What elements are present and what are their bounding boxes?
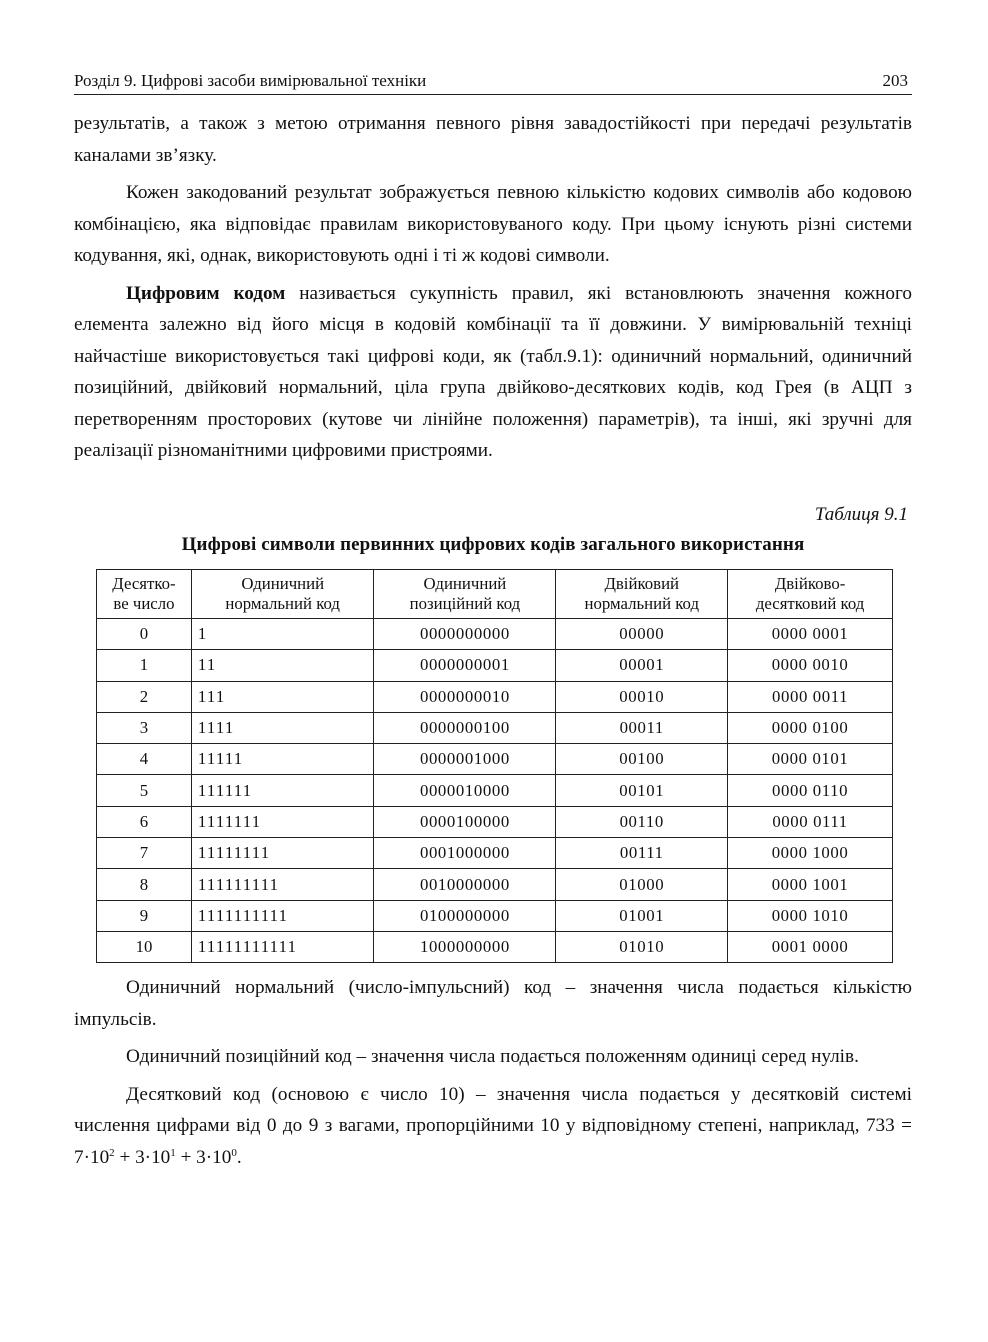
codes-table: [96, 569, 893, 963]
header-line: десятковий код: [755, 594, 865, 613]
cell-binary: 01001: [556, 900, 728, 931]
cell-unary-normal: 111: [191, 681, 374, 712]
cell-bcd: 0000 1000: [728, 838, 893, 869]
cell-unary-normal: 1111111111: [191, 900, 374, 931]
formula-end: .: [236, 1146, 242, 1168]
cell-binary: 00101: [556, 775, 728, 806]
cell-bcd: 0000 0100: [728, 712, 893, 743]
text-block-top: [74, 108, 912, 473]
cell-decimal: 0: [97, 619, 192, 650]
cell-decimal: 6: [97, 806, 192, 837]
header-unary-normal: [191, 570, 374, 619]
paragraph-decimal-code: [74, 1079, 912, 1174]
exponent: 1: [170, 1146, 176, 1159]
paragraph-coding: Кожен закодований результат зображується певною кількістю кодових символів або кодовою комбінацією, яка відповідає правилам використовуваного коду. При цьому існують різні системи кодування, які, однак, використовують одні і ті ж кодові символи.: [74, 182, 912, 266]
header-line: ве число: [113, 594, 175, 613]
cell-unary-positional: 0000000001: [374, 650, 556, 681]
cell-decimal: 1: [97, 650, 192, 681]
header-decimal: [97, 570, 192, 619]
header-line: позиційний код: [409, 594, 521, 613]
cell-unary-normal: 1111111: [191, 806, 374, 837]
cell-unary-normal: 111111111: [191, 869, 374, 900]
cell-unary-normal: 11111111111: [191, 931, 374, 962]
paragraph-unary-positional: Одиничний позиційний код – значення числа подається положенням одиниці серед нулів.: [126, 1046, 859, 1067]
table-row: [97, 681, 893, 712]
cell-unary-positional: 0000010000: [374, 775, 556, 806]
cell-decimal: 9: [97, 900, 192, 931]
header-unary-positional: [374, 570, 556, 619]
cell-decimal: 10: [97, 931, 192, 962]
cell-binary: 00001: [556, 650, 728, 681]
cell-unary-positional: 0000000100: [374, 712, 556, 743]
cell-decimal: 4: [97, 744, 192, 775]
header-bcd: [728, 570, 893, 619]
table-row: [97, 775, 893, 806]
header-line: Десятко-: [112, 574, 176, 593]
paragraph-unary-normal: Одиничний нормальний (число-імпульсний) код – значення числа подається кількістю імпульсів.: [74, 977, 912, 1030]
cell-bcd: 0000 1010: [728, 900, 893, 931]
table-row: [97, 712, 893, 743]
table-body: [97, 619, 893, 963]
cell-unary-positional: 0000100000: [374, 806, 556, 837]
cell-binary: 00011: [556, 712, 728, 743]
cell-bcd: 0000 0110: [728, 775, 893, 806]
cell-decimal: 3: [97, 712, 192, 743]
cell-bcd: 0000 0011: [728, 681, 893, 712]
table-row: [97, 900, 893, 931]
header-binary-normal: [556, 570, 728, 619]
cell-binary: 00111: [556, 838, 728, 869]
cell-decimal: 2: [97, 681, 192, 712]
cell-binary: 00100: [556, 744, 728, 775]
header-line: нормальний код: [584, 594, 699, 613]
cell-unary-positional: 0000000010: [374, 681, 556, 712]
table-caption: Таблиця 9.1: [814, 504, 908, 525]
cell-decimal: 5: [97, 775, 192, 806]
cell-decimal: 8: [97, 869, 192, 900]
table-title: Цифрові символи первинних цифрових кодів загального використання: [181, 534, 805, 555]
header-line: Одиничний: [423, 574, 507, 593]
running-header: [74, 68, 912, 95]
header-line: нормальний код: [225, 594, 340, 613]
cell-unary-positional: 0001000000: [374, 838, 556, 869]
cell-bcd: 0000 0001: [728, 619, 893, 650]
page-number: 203: [882, 71, 908, 90]
cell-binary: 01010: [556, 931, 728, 962]
formula-term: + 3·10: [114, 1146, 171, 1168]
cell-unary-normal: 11: [191, 650, 374, 681]
cell-unary-normal: 1: [191, 619, 374, 650]
cell-binary: 00110: [556, 806, 728, 837]
cell-bcd: 0000 0010: [728, 650, 893, 681]
table-row: [97, 838, 893, 869]
table-row: [97, 619, 893, 650]
header-line: Двійковий: [604, 574, 680, 593]
decimal-code-text: Десятковий код (основою є число 10) – значення числа подається у десятковій системі числення цифрами від 0 до 9 з вагами, пропорційними 10 у відповідному степені, наприклад, 733 = 7·10: [74, 1083, 912, 1168]
text-block-bottom: [74, 972, 912, 1179]
cell-unary-normal: 11111111: [191, 838, 374, 869]
header-line: Двійково-: [774, 574, 846, 593]
paragraph-continuation: результатів, а також з метою отримання певного рівня завадостійкості при передачі результатів каналами зв’язку.: [74, 113, 912, 166]
formula-term: + 3·10: [175, 1146, 232, 1168]
cell-unary-normal: 1111: [191, 712, 374, 743]
cell-decimal: 7: [97, 838, 192, 869]
digital-code-definition: називається сукупність правил, які встановлюють значення кожного елемента залежно від його місця в кодовій комбінації та її довжини. У вимірювальній техніці найчастіше використовується такі цифрові коди, як (табл.9.1): одиничний нормальний, одиничний позиційний, двійковий нормальний, ціла група двійково-десяткових кодів, код Грея (в АЦП з перетворенням просторових (кутове чи лінійне положення) параметрів), та інші, які зручні для реалізації різноманітними цифровими пристроями.: [74, 282, 912, 461]
cell-unary-positional: 0010000000: [374, 869, 556, 900]
cell-binary: 01000: [556, 869, 728, 900]
cell-bcd: 0000 0111: [728, 806, 893, 837]
table-row: [97, 744, 893, 775]
table-row: [97, 806, 893, 837]
exponent: 0: [231, 1146, 237, 1159]
cell-binary: 00000: [556, 619, 728, 650]
table-header-row: [97, 570, 893, 619]
table-row: [97, 650, 893, 681]
cell-bcd: 0000 1001: [728, 869, 893, 900]
cell-unary-normal: 111111: [191, 775, 374, 806]
cell-unary-normal: 11111: [191, 744, 374, 775]
chapter-title: Розділ 9. Цифрові засоби вимірювальної техніки: [74, 71, 427, 90]
cell-unary-positional: 1000000000: [374, 931, 556, 962]
cell-unary-positional: 0000001000: [374, 744, 556, 775]
term-digital-code: Цифровим кодом: [126, 282, 286, 304]
exponent: 2: [109, 1146, 115, 1159]
cell-unary-positional: 0100000000: [374, 900, 556, 931]
table-row: [97, 931, 893, 962]
paragraph-digital-code: [74, 278, 912, 467]
header-line: Одиничний: [241, 574, 325, 593]
table-row: [97, 869, 893, 900]
cell-binary: 00010: [556, 681, 728, 712]
cell-bcd: 0001 0000: [728, 931, 893, 962]
cell-bcd: 0000 0101: [728, 744, 893, 775]
cell-unary-positional: 0000000000: [374, 619, 556, 650]
